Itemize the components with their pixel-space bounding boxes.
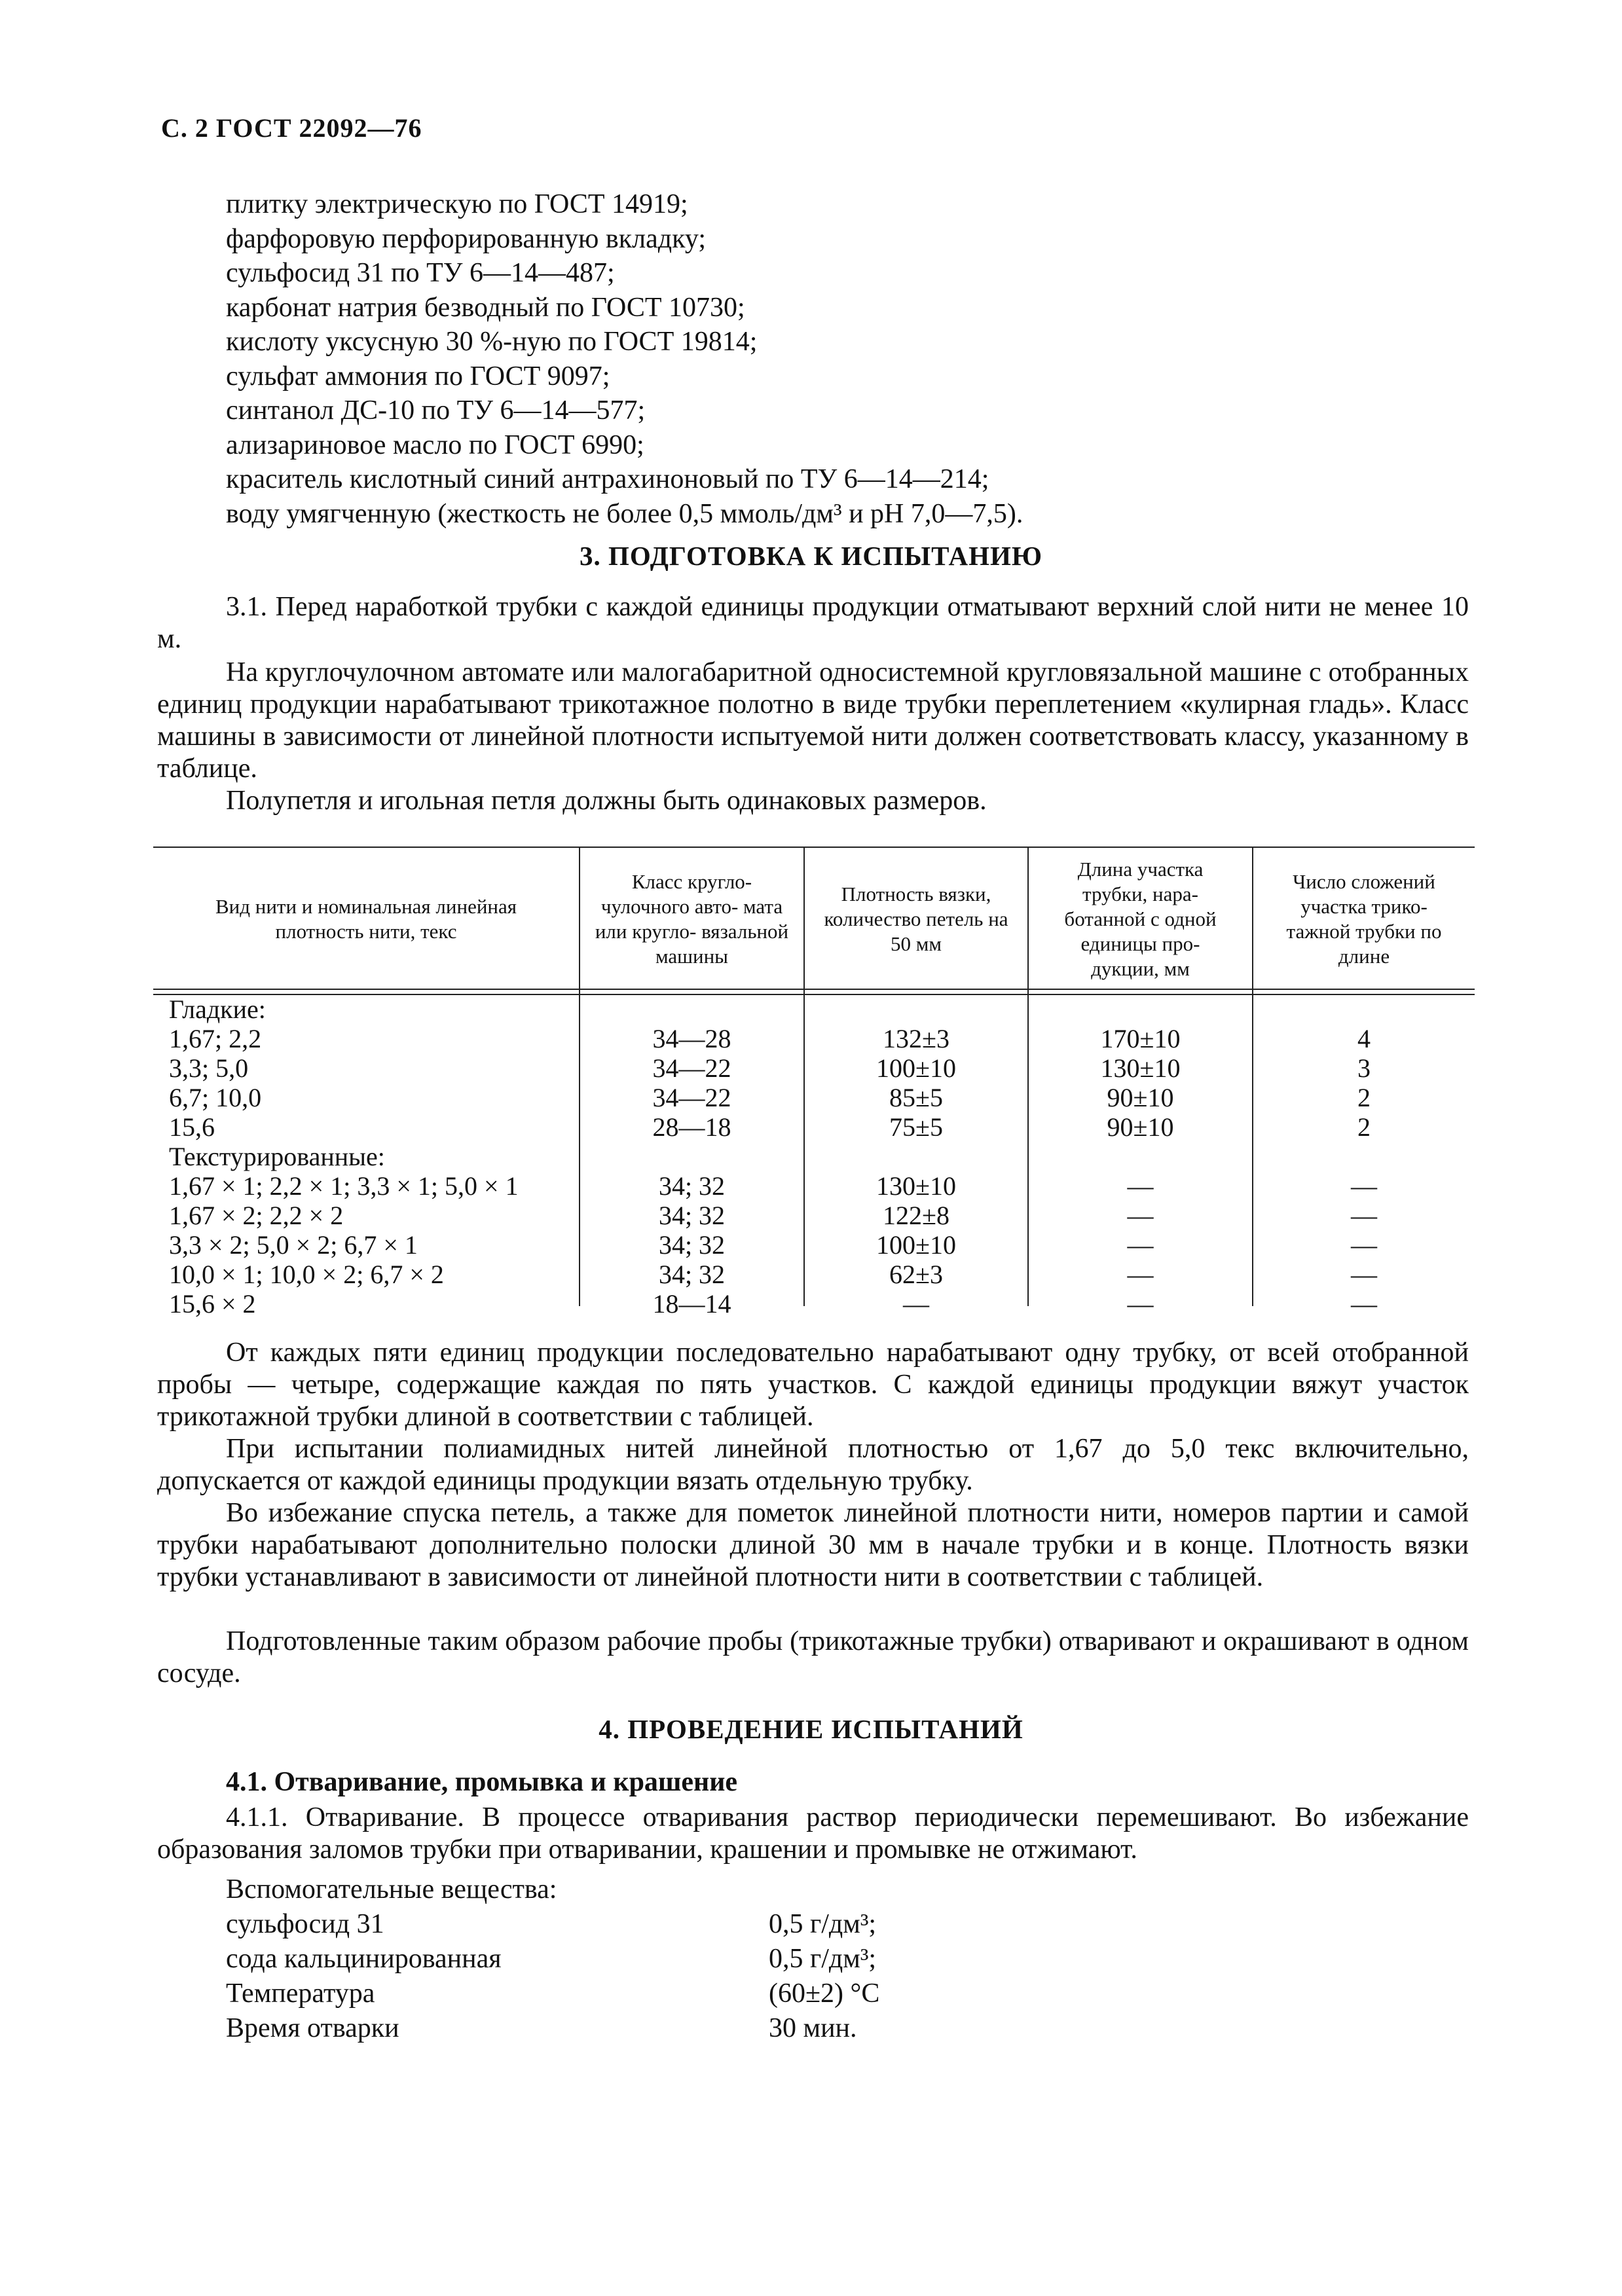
- list-item: карбонат натрия безводный по ГОСТ 10730;: [226, 292, 745, 323]
- subsection-4-1-title: 4.1. Отваривание, промывка и крашение: [226, 1767, 738, 1797]
- table-cell: 4: [1357, 1024, 1371, 1053]
- table-column-machine-class: [580, 994, 803, 1319]
- table-header-thread-type: Вид нити и номинальная линейная плотность нити, текс: [215, 894, 517, 943]
- table-cell: —: [1351, 1230, 1377, 1260]
- table-cell: 130±10: [1100, 1053, 1181, 1083]
- paragraph-3-2: На круглочулочном автомате или малогабаритной односистемной кругловязальной машине с отобранных единиц продукции нарабатывают трикотажное полотно в виде трубки переплетением «кулирная гладь». Класс машины в зависимости от линейной плотности испытуемой нити должен соответствовать классу, указанному в таблице.: [157, 657, 1469, 784]
- table-cell: —: [1127, 1260, 1154, 1289]
- table-cell: 10,0 × 1; 10,0 × 2; 6,7 × 2: [169, 1260, 444, 1289]
- table-cell: 132±3: [883, 1024, 949, 1053]
- table-cell: 85±5: [889, 1083, 943, 1112]
- table-cell: —: [1127, 1289, 1154, 1319]
- aux-substances: [226, 1872, 880, 2046]
- table-cell: Гладкие:: [169, 994, 266, 1024]
- aux-value: (60±2) °С: [769, 1978, 880, 2009]
- aux-name: Время отварки: [226, 2013, 399, 2043]
- table-cell: —: [1127, 1230, 1154, 1260]
- list-item: синтанол ДС-10 по ТУ 6—14—577;: [226, 395, 646, 426]
- table-cell: [580, 1142, 803, 1171]
- paragraph-after-table-3: Во избежание спуска петель, а также для пометок линейной плотности нити, номеров партии и самой трубки нарабатывают дополнительно полоски длиной 30 мм в начале трубки и в конце. Плотность вязки трубки устанавливают в зависимости от линейной плотности нити в соответствии с таблицей.: [157, 1498, 1469, 1592]
- table-column-fold-count: [1253, 994, 1475, 1319]
- table-cell: —: [1351, 1201, 1377, 1230]
- paragraph-3-3: Полупетля и игольная петля должны быть одинаковых размеров.: [226, 786, 987, 816]
- table-cell: 62±3: [889, 1260, 943, 1289]
- paragraph-after-table-1: От каждых пяти единиц продукции последовательно нарабатывают одну трубку, от всей отобранной пробы — четыре, содержащие каждая по пять участков. С каждой единицы продукции вяжут участок трикотажной трубки длиной в соответствии с таблицей.: [157, 1338, 1469, 1432]
- aux-value: 30 мин.: [769, 2013, 857, 2043]
- table-cell: 100±10: [876, 1230, 956, 1260]
- table-cell: 34; 32: [658, 1201, 726, 1230]
- list-item: краситель кислотный синий антрахиноновый по ТУ 6—14—214;: [226, 464, 989, 494]
- table-cell: 15,6 × 2: [169, 1289, 256, 1319]
- table-cell: 2: [1357, 1083, 1371, 1112]
- table-column-tube-length: [1029, 994, 1252, 1319]
- list-item: сульфосид 31 по ТУ 6—14—487;: [226, 258, 615, 288]
- paragraph-after-table-2: При испытании полиамидных нитей линейной плотностью от 1,67 до 5,0 текс включительно, допускается от каждой единицы продукции вязать отдельную трубку.: [157, 1434, 1469, 1496]
- table-cell: 90±10: [1107, 1112, 1174, 1142]
- aux-value: 0,5 г/дм³;: [769, 1944, 877, 1974]
- table-cell: [805, 1142, 1027, 1171]
- list-item: ализариновое масло по ГОСТ 6990;: [226, 429, 644, 460]
- table-cell: 34; 32: [658, 1260, 726, 1289]
- aux-row: [226, 2011, 857, 2046]
- table-cell: —: [1127, 1201, 1154, 1230]
- section-4-title: 4. ПРОВЕДЕНИЕ ИСПЫТАНИЙ: [599, 1714, 1023, 1744]
- table-cell: 34; 32: [658, 1230, 726, 1260]
- aux-row: [226, 1907, 877, 1942]
- table-cell: [1253, 1142, 1475, 1171]
- section-3-title: 3. ПОДГОТОВКА К ИСПЫТАНИЮ: [579, 541, 1043, 571]
- aux-row: [226, 1977, 880, 2011]
- paragraph-3-1: 3.1. Перед наработкой трубки с каждой единицы продукции отматывают верхний слой нити не менее 10 м.: [157, 592, 1469, 654]
- table-cell: [1029, 1142, 1252, 1171]
- table-cell: —: [1351, 1260, 1377, 1289]
- table-cell: 28—18: [652, 1112, 731, 1142]
- table-column-knit-density: [805, 994, 1027, 1319]
- table-cell: Текстурированные:: [169, 1142, 385, 1171]
- table-cell: 1,67 × 2; 2,2 × 2: [169, 1201, 344, 1230]
- table-cell: 1,67 × 1; 2,2 × 1; 3,3 × 1; 5,0 × 1: [169, 1171, 519, 1201]
- table-cell: 3: [1357, 1053, 1371, 1083]
- list-item: кислоту уксусную 30 %-ную по ГОСТ 19814;: [226, 327, 758, 357]
- aux-name: сода кальцинированная: [226, 1944, 502, 1974]
- table-cell: 90±10: [1107, 1083, 1174, 1112]
- aux-value: 0,5 г/дм³;: [769, 1909, 877, 1939]
- table-header-machine-class: Класс кругло- чулочного авто- мата или кругло- вязальной машины: [595, 869, 789, 968]
- paragraph-after-table-4: Подготовленные таким образом рабочие пробы (трикотажные трубки) отваривают и окрашивают в одном сосуде.: [157, 1626, 1469, 1688]
- table-column-thread-type: [169, 994, 519, 1319]
- list-item: фарфоровую перфорированную вкладку;: [226, 223, 707, 254]
- table-cell: 18—14: [652, 1289, 731, 1319]
- table-cell: 34; 32: [658, 1171, 726, 1201]
- table-cell: 2: [1357, 1112, 1371, 1142]
- aux-row: [226, 1942, 877, 1977]
- list-item: плитку электрическую по ГОСТ 14919;: [226, 189, 688, 219]
- aux-name: сульфосид 31: [226, 1909, 384, 1939]
- table-cell: 34—22: [652, 1083, 731, 1112]
- table-cell: 1,67; 2,2: [169, 1024, 262, 1053]
- table-rule: [153, 847, 1475, 848]
- table-cell: —: [1351, 1171, 1377, 1201]
- paragraph-4-1-1: 4.1.1. Отваривание. В процессе отваривания раствор периодически перемешивают. Во избежание образования заломов трубки при отваривании, крашении и промывке не отжимают.: [157, 1802, 1469, 1865]
- table-cell: 100±10: [876, 1053, 956, 1083]
- table-cell: [580, 994, 803, 1024]
- page-header: С. 2 ГОСТ 22092—76: [161, 113, 422, 143]
- table-header-fold-count: Число сложений участка трико- тажной трубки по длине: [1286, 869, 1442, 968]
- materials-list: [226, 187, 1023, 531]
- table-cell: —: [1351, 1289, 1377, 1319]
- table-cell: —: [903, 1289, 929, 1319]
- table-cell: 15,6: [169, 1112, 215, 1142]
- table-cell: 3,3; 5,0: [169, 1053, 249, 1083]
- table-cell: —: [1127, 1171, 1154, 1201]
- table-cell: [1029, 994, 1252, 1024]
- table-cell: 122±8: [883, 1201, 949, 1230]
- aux-name: Температура: [226, 1978, 375, 2009]
- table-cell: 170±10: [1100, 1024, 1181, 1053]
- table-cell: 130±10: [876, 1171, 956, 1201]
- table-cell: 34—22: [652, 1053, 731, 1083]
- table-header-tube-length: Длина участка трубки, нара- ботанной с одной единицы про- дукции, мм: [1064, 857, 1217, 980]
- table-cell: 75±5: [889, 1112, 943, 1142]
- table-cell: 3,3 × 2; 5,0 × 2; 6,7 × 1: [169, 1230, 418, 1260]
- table-cell: [1253, 994, 1475, 1024]
- table-cell: 6,7; 10,0: [169, 1083, 262, 1112]
- table-header-knit-density: Плотность вязки, количество петель на 50 мм: [824, 882, 1008, 955]
- aux-title: Вспомогательные вещества:: [226, 1874, 557, 1904]
- list-item: воду умягченную (жесткость не более 0,5 ммоль/дм³ и pH 7,0—7,5).: [226, 498, 1023, 529]
- table-cell: 34—28: [652, 1024, 731, 1053]
- table-cell: [805, 994, 1027, 1024]
- list-item: сульфат аммония по ГОСТ 9097;: [226, 361, 610, 392]
- table-rule: [153, 989, 1475, 990]
